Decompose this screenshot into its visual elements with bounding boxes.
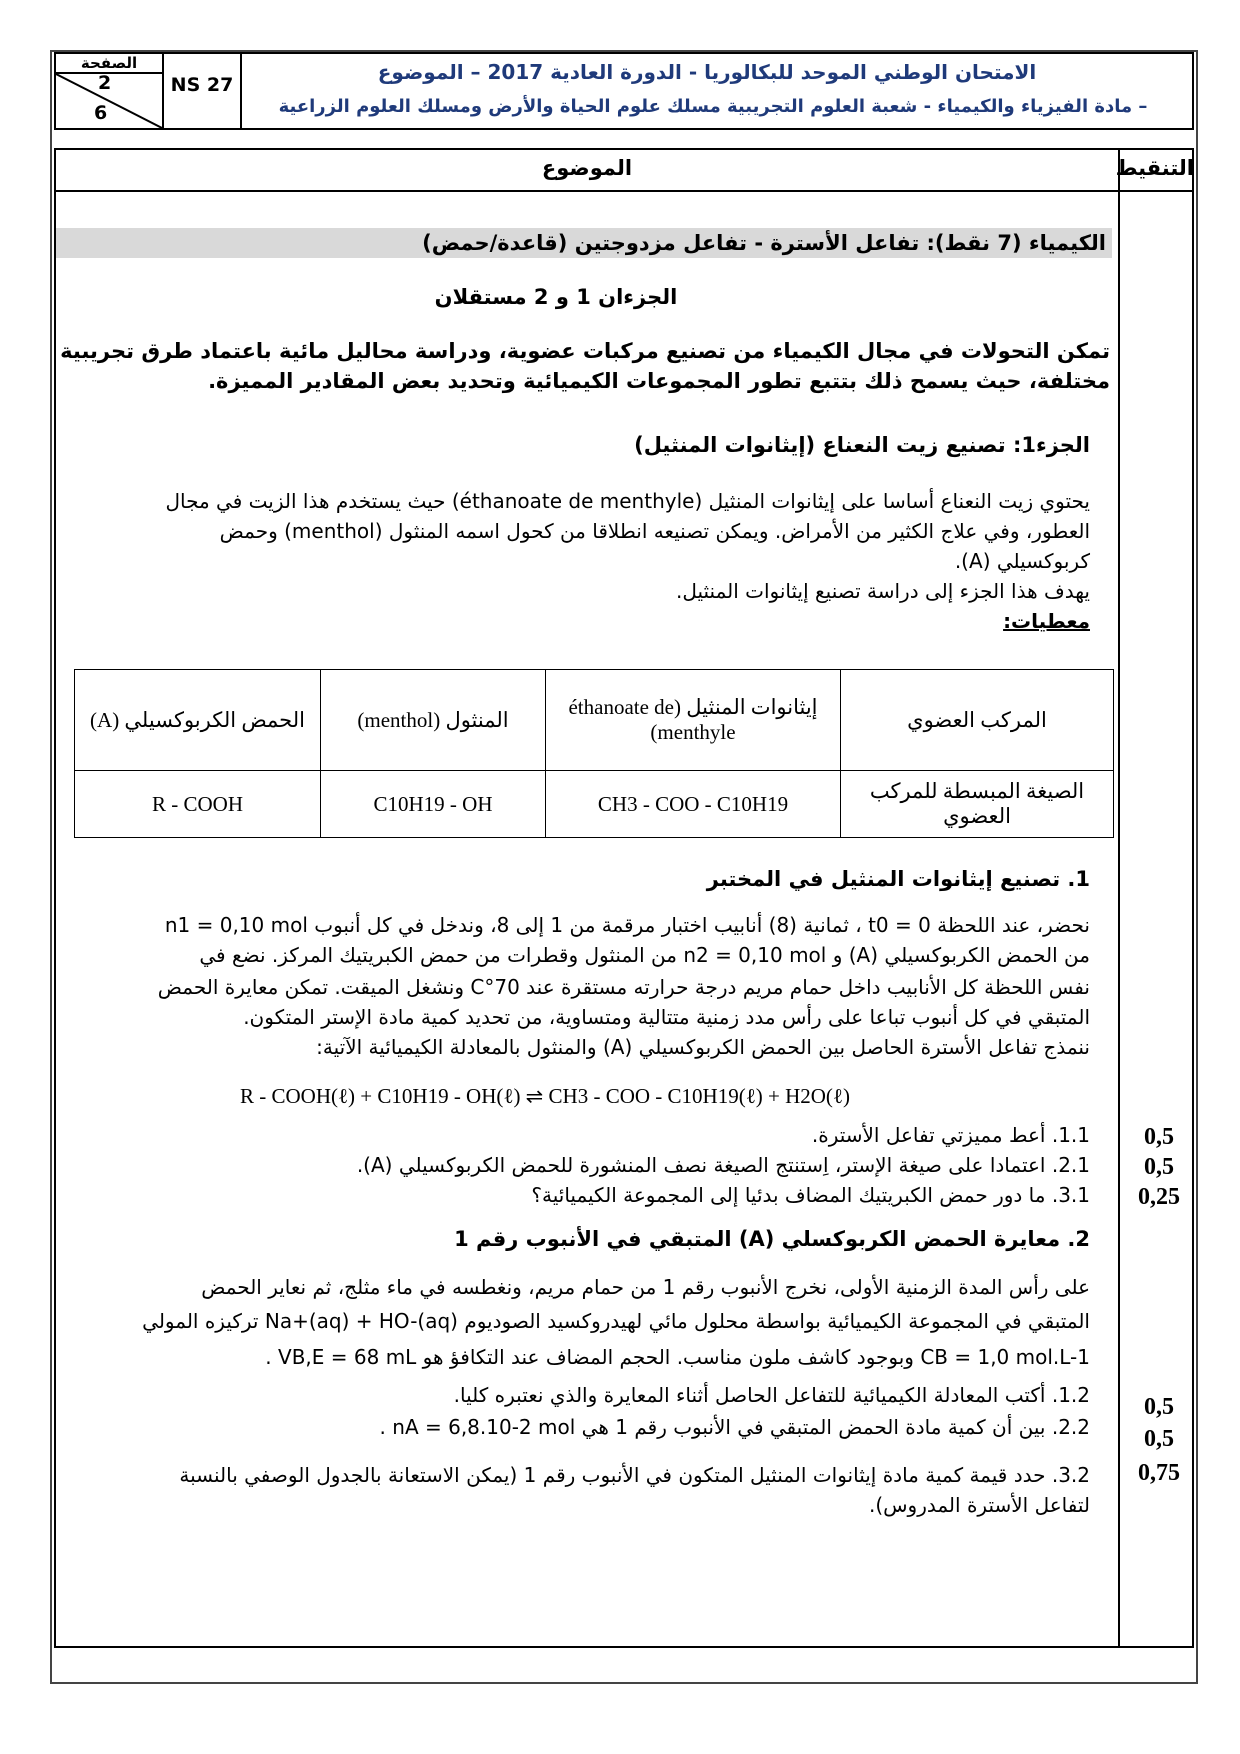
table-row-label-formula: الصيغة المبسطة للمركب العضوي <box>841 771 1114 838</box>
s2-line-1: على رأس المدة الزمنية الأولى، نخرج الأنبوب رقم 1 من حمام مريم، ونغطسه في ماء مثلج، ثم نعاير الحمض <box>201 1275 1090 1299</box>
s1-line-5: ننمذج تفاعل الأسترة الحاصل بين الحمض الكربوكسيلي (A) والمنثول بالمعادلة الكيميائية الآتية: <box>316 1035 1090 1059</box>
table-header-compound: المركب العضوي <box>841 670 1114 771</box>
data-table <box>74 669 1114 838</box>
score-1-2: 0,5 <box>1144 1394 1174 1420</box>
s1-line-4: المتبقي في كل أنبوب تباعا على رأس مدد زمنية متتالية ومتساوية، من تحديد كمية مادة الإستر المتكون. <box>243 1005 1090 1029</box>
score-1-1: 0,5 <box>1144 1124 1174 1150</box>
subject-column-title: الموضوع <box>541 156 633 180</box>
question-1-1: 1.1. أعط مميزتي تفاعل الأسترة. <box>811 1123 1090 1147</box>
table-cell-ester-formula: CH3 - COO - C10H19 <box>546 771 841 838</box>
s1-line-3: نفس اللحظة كل الأنابيب داخل حمام مريم درجة حرارته مستقرة عند 70°C ونشغل الميقت. تمكن معايرة الحمض <box>157 975 1090 999</box>
question-3-2-line-1: 3.2. حدد قيمة كمية مادة إيثانوات المنثيل المتكون في الأنبوب رقم 1 (يمكن الاستعانة بالجدول الوصفي بالنسبة <box>179 1463 1090 1487</box>
part1-paragraph-line-3: كربوكسيلي (A). <box>954 549 1090 573</box>
exam-subtitle: – مادة الفيزياء والكيمياء - شعبة العلوم التجريبية مسلك علوم الحياة والأرض ومسلك العلوم الزراعية <box>278 96 1148 117</box>
score-3-1: 0,25 <box>1138 1184 1180 1210</box>
score-3-2: 0,75 <box>1138 1460 1180 1486</box>
s1-line-1: نحضر، عند اللحظة t0 = 0 ، ثمانية (8) أنابيب اختبار مرقمة من 1 إلى 8، وندخل في كل أنبوب n1 = 0,10 mol <box>164 913 1090 937</box>
page-number: 2 <box>98 72 112 94</box>
exam-header <box>54 52 1194 130</box>
parts-note: الجزءان 1 و 2 مستقلان <box>434 285 678 309</box>
question-3-1: 3.1. ما دور حمض الكبريتيك المضاف بدئيا إلى المجموعة الكيميائية؟ <box>531 1183 1090 1207</box>
s1-title: 1. تصنيع إيثانوات المنثيل في المختبر <box>706 867 1090 891</box>
intro-line-2: مختلفة، حيث يسمح ذلك بتتبع تطور المجموعات الكيميائية وتحديد بعض المقادير المميزة. <box>208 369 1110 393</box>
score-2-1: 0,5 <box>1144 1154 1174 1180</box>
question-2-2: 2.2. بين أن كمية مادة الحمض المتبقي في الأنبوب رقم 1 هي nA = 6,8.10-2 mol . <box>379 1415 1090 1439</box>
table-header-acid: الحمض الكربوكسيلي (A) <box>75 670 321 771</box>
exam-code: NS 27 <box>164 54 242 128</box>
score-2-2: 0,5 <box>1144 1426 1174 1452</box>
s2-line-2: المتبقي في المجموعة الكيميائية بواسطة محلول مائي لهيدروكسيد الصوديوم Na+(aq) + HO-(aq) تركيزه المولي <box>142 1309 1090 1333</box>
question-1-2: 1.2. أكتب المعادلة الكيميائية للتفاعل الحاصل أثناء المعايرة والذي نعتبره كليا. <box>453 1383 1090 1407</box>
part1-paragraph-line-2: العطور، وفي علاج الكثير من الأمراض. ويمكن تصنيعه انطلاقا من كحول اسمه المنثول (menthol) وحمض <box>219 519 1090 543</box>
part1-paragraph-line-4: يهدف هذا الجزء إلى دراسة تصنيع إيثانوات المنثيل. <box>675 579 1090 603</box>
intro-line-1: تمكن التحولات في مجال الكيمياء من تصنيع مركبات عضوية، ودراسة محاليل مائية باعتماد طرق تجريبية <box>60 339 1110 363</box>
table-header-menthol: المنثول (menthol) <box>321 670 546 771</box>
question-2-1: 2.1. اعتمادا على صيغة الإستر، اِستنتج الصيغة نصف المنشورة للحمض الكربوكسيلي (A). <box>356 1153 1090 1177</box>
s1-line-2: من الحمض الكربوكسيلي (A) و n2 = 0,10 mol من المنثول وقطرات من حمض الكبريتيك المركز. نضع في <box>199 943 1090 967</box>
page-number-box <box>56 54 164 128</box>
section-title: الكيمياء (7 نقط): تفاعل الأسترة - تفاعل مزدوجتين (قاعدة/حمض) <box>422 231 1106 255</box>
part1-paragraph-line-1: يحتوي زيت النعناع أساسا على إيثانوات المنثيل (éthanoate de menthyle) حيث يستخدم هذا الزيت في مجال <box>165 489 1090 513</box>
exam-title: الامتحان الوطني الموحد للبكالوريا - الدورة العادية 2017 – الموضوع <box>377 60 1037 84</box>
page-label: الصفحة <box>80 54 138 72</box>
esterification-equation: R - COOH(ℓ) + C10H19 - OH(ℓ) ⇌ CH3 - COO - C10H19(ℓ) + H2O(ℓ) <box>240 1084 850 1108</box>
question-3-2-line-2: لتفاعل الأسترة المدروس). <box>868 1493 1090 1517</box>
table-cell-menthol-formula: C10H19 - OH <box>321 771 546 838</box>
table-header-ester: إيثانوات المنثيل (éthanoate de menthyle) <box>546 670 841 771</box>
score-column-title: التنقيط <box>1115 156 1194 180</box>
page-total: 6 <box>94 102 108 124</box>
data-label: معطيات: <box>1003 609 1090 633</box>
part1-title: الجزء1: تصنيع زيت النعناع (إيثانوات المنثيل) <box>634 433 1090 457</box>
s2-line-3: CB = 1,0 mol.L-1 وبوجود كاشف ملون مناسب. الحجم المضاف عند التكافؤ هو VB,E = 68 mL . <box>265 1345 1090 1369</box>
s2-title: 2. معايرة الحمض الكربوكسلي (A) المتبقي في الأنبوب رقم 1 <box>454 1227 1090 1251</box>
table-cell-acid-formula: R - COOH <box>75 771 321 838</box>
